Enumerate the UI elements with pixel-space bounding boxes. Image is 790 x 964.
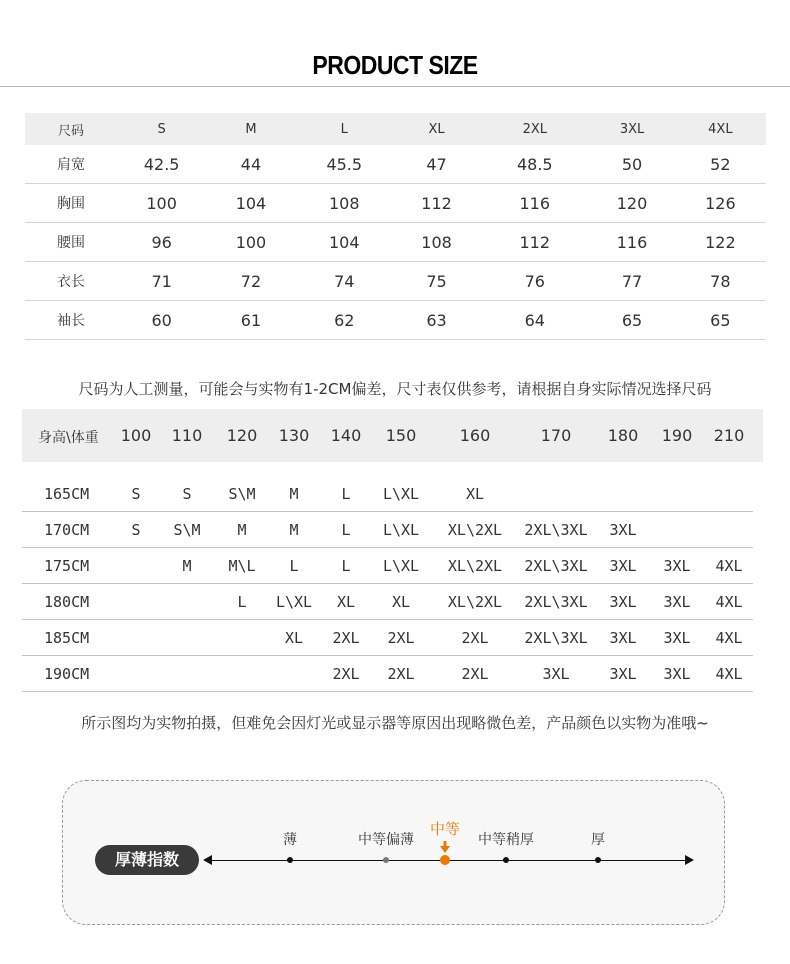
table-row xyxy=(22,548,753,584)
table-row xyxy=(22,656,753,692)
scale-point xyxy=(383,857,389,863)
scale-label: 厚 xyxy=(591,832,605,848)
table-cell: XL xyxy=(465,485,485,503)
thickness-label: 厚薄指数 xyxy=(95,845,199,875)
table-cell: XL\2XL xyxy=(447,557,503,575)
table-cell: 3XL xyxy=(663,629,691,647)
weight-header: 190 xyxy=(661,426,693,445)
table-cell: 4XL xyxy=(715,629,743,647)
table-cell: 76 xyxy=(524,271,545,291)
height-label: 190CM xyxy=(44,665,90,683)
table-cell: 44 xyxy=(240,154,262,174)
header-label: 身高\体重 xyxy=(38,430,99,446)
table-cell: 63 xyxy=(426,310,447,330)
table-cell: 72 xyxy=(240,271,262,291)
table-cell: 112 xyxy=(519,232,551,252)
table-cell: 78 xyxy=(710,271,731,291)
height-label: 165CM xyxy=(44,485,90,503)
table-cell: XL\2XL xyxy=(447,593,503,611)
row-label: 尺码 xyxy=(57,123,84,139)
table-cell: S xyxy=(182,485,192,503)
table-row xyxy=(22,512,753,548)
table-cell: 4XL xyxy=(715,593,743,611)
scale-point xyxy=(287,857,293,863)
table-cell: 74 xyxy=(334,271,355,291)
weight-header: 100 xyxy=(120,426,152,445)
table-cell: 3XL xyxy=(663,665,691,683)
table-cell: 61 xyxy=(240,310,262,330)
table-cell: S xyxy=(131,521,141,539)
title-divider xyxy=(0,86,790,87)
table-cell: 2XL\3XL xyxy=(524,521,588,539)
table-row xyxy=(22,476,753,512)
table-cell: L\XL xyxy=(382,557,420,575)
weight-header: 180 xyxy=(607,426,639,445)
table-cell: S\M xyxy=(228,485,256,503)
table-cell: 104 xyxy=(328,232,360,252)
table-cell: 3XL xyxy=(663,557,691,575)
weight-header: 120 xyxy=(226,426,258,445)
table-cell: 2XL\3XL xyxy=(524,557,588,575)
table-cell: 2XL xyxy=(387,629,415,647)
table-row xyxy=(22,584,753,620)
table-cell: M xyxy=(289,521,299,539)
table-cell: L xyxy=(340,121,348,137)
table-cell: M xyxy=(182,557,192,575)
table-cell: 65 xyxy=(621,310,643,330)
table-cell: 64 xyxy=(524,310,545,330)
table-cell: 2XL xyxy=(461,665,489,683)
table-cell: 2XL xyxy=(387,665,415,683)
table-cell: S\M xyxy=(173,521,201,539)
table-cell: 3XL xyxy=(609,629,637,647)
table-cell: XL xyxy=(284,629,304,647)
table-cell: L\XL xyxy=(275,593,313,611)
table-cell: 52 xyxy=(710,154,731,174)
scale-point xyxy=(440,855,450,865)
height-weight-header xyxy=(22,409,763,462)
table-row xyxy=(25,184,766,223)
table-cell: XL\2XL xyxy=(447,521,503,539)
table-cell: XL xyxy=(391,593,411,611)
table-cell: L xyxy=(341,557,351,575)
table-cell: 3XL xyxy=(609,557,637,575)
table-cell: 60 xyxy=(151,310,172,330)
table-cell: 126 xyxy=(705,193,736,213)
table-cell: 4XL xyxy=(715,557,743,575)
table-row xyxy=(25,223,766,262)
weight-header: 110 xyxy=(171,426,203,445)
table-cell: 71 xyxy=(151,271,172,291)
table-cell: 2XL xyxy=(461,629,489,647)
table-cell: 3XL xyxy=(609,593,637,611)
color-note: 所示图均为实物拍摄，但难免会因灯光或显示器等原因出现略微色差，产品颜色以实物为准哦~ xyxy=(81,714,709,732)
table-header-row xyxy=(25,113,766,145)
table-cell: 3XL xyxy=(609,665,637,683)
table-cell: M xyxy=(245,121,257,137)
table-cell: 65 xyxy=(710,310,731,330)
table-cell: S xyxy=(157,121,166,137)
table-cell: 108 xyxy=(328,193,360,213)
scale-label: 薄 xyxy=(283,832,297,848)
table-cell: L xyxy=(237,593,247,611)
table-cell: 45.5 xyxy=(326,154,363,174)
height-label: 170CM xyxy=(44,521,90,539)
table-cell: 120 xyxy=(616,193,648,213)
table-cell: L xyxy=(341,521,351,539)
table-cell: 77 xyxy=(621,271,643,291)
weight-header: 130 xyxy=(278,426,310,445)
table-row xyxy=(25,145,766,184)
table-cell: 3XL xyxy=(542,665,570,683)
arrow-down-icon xyxy=(440,841,450,853)
arrow-right-icon xyxy=(685,855,694,865)
table-cell: 100 xyxy=(146,193,177,213)
table-cell: 48.5 xyxy=(516,154,553,174)
scale-point xyxy=(595,857,601,863)
table-cell: 4XL xyxy=(708,121,733,137)
table-cell: 100 xyxy=(235,232,267,252)
table-cell: 2XL\3XL xyxy=(524,593,588,611)
table-cell: 116 xyxy=(519,193,551,213)
arrow-left-icon xyxy=(203,855,212,865)
table-cell: 3XL xyxy=(609,521,637,539)
table-cell: 50 xyxy=(621,154,643,174)
size-table xyxy=(25,113,766,340)
table-cell: 62 xyxy=(334,310,355,330)
table-cell: 96 xyxy=(151,232,172,252)
row-label: 胸围 xyxy=(57,196,85,212)
table-row xyxy=(25,301,766,340)
table-cell: 47 xyxy=(426,154,447,174)
height-label: 175CM xyxy=(44,557,90,575)
weight-header: 160 xyxy=(459,426,491,445)
table-cell: L xyxy=(289,557,299,575)
table-cell: M xyxy=(289,485,299,503)
table-cell: M\L xyxy=(228,557,256,575)
table-cell: 42.5 xyxy=(143,154,180,174)
measurement-note: 尺码为人工测量，可能会与实物有1-2CM偏差，尺寸表仅供参考，请根据自身实际情况选择尺码 xyxy=(78,380,712,398)
scale-label: 中等 xyxy=(429,820,461,838)
weight-header: 140 xyxy=(330,426,362,445)
scale-label: 中等稍厚 xyxy=(478,832,534,848)
row-label: 袖长 xyxy=(57,313,85,329)
table-cell: 104 xyxy=(235,193,267,213)
table-cell: S xyxy=(131,485,141,503)
table-row xyxy=(22,620,753,656)
table-cell: 112 xyxy=(421,193,452,213)
table-row xyxy=(25,262,766,301)
table-cell: 4XL xyxy=(715,665,743,683)
weight-header: 210 xyxy=(713,426,745,445)
table-cell: L\XL xyxy=(382,521,420,539)
height-label: 180CM xyxy=(44,593,90,611)
table-cell: 2XL xyxy=(522,121,547,137)
table-cell: XL xyxy=(336,593,356,611)
table-cell: L xyxy=(341,485,351,503)
table-cell: L\XL xyxy=(382,485,420,503)
row-label: 衣长 xyxy=(57,274,85,290)
weight-header: 170 xyxy=(540,426,572,445)
table-cell: 122 xyxy=(705,232,736,252)
page-title: PRODUCT SIZE xyxy=(312,50,478,80)
scale-label: 中等偏薄 xyxy=(358,832,414,848)
row-label: 肩宽 xyxy=(57,157,85,173)
table-cell: XL xyxy=(428,121,445,137)
table-cell: 75 xyxy=(426,271,447,291)
table-cell: 3XL xyxy=(619,121,645,137)
table-cell: M xyxy=(237,521,247,539)
table-cell: 108 xyxy=(421,232,452,252)
table-cell: 2XL xyxy=(332,629,360,647)
table-cell: 116 xyxy=(616,232,648,252)
table-cell: 2XL xyxy=(332,665,360,683)
table-cell: 3XL xyxy=(663,593,691,611)
weight-header: 150 xyxy=(385,426,417,445)
height-label: 185CM xyxy=(44,629,90,647)
scale-point xyxy=(503,857,509,863)
row-label: 腰围 xyxy=(57,235,85,251)
table-cell: 2XL\3XL xyxy=(524,629,588,647)
